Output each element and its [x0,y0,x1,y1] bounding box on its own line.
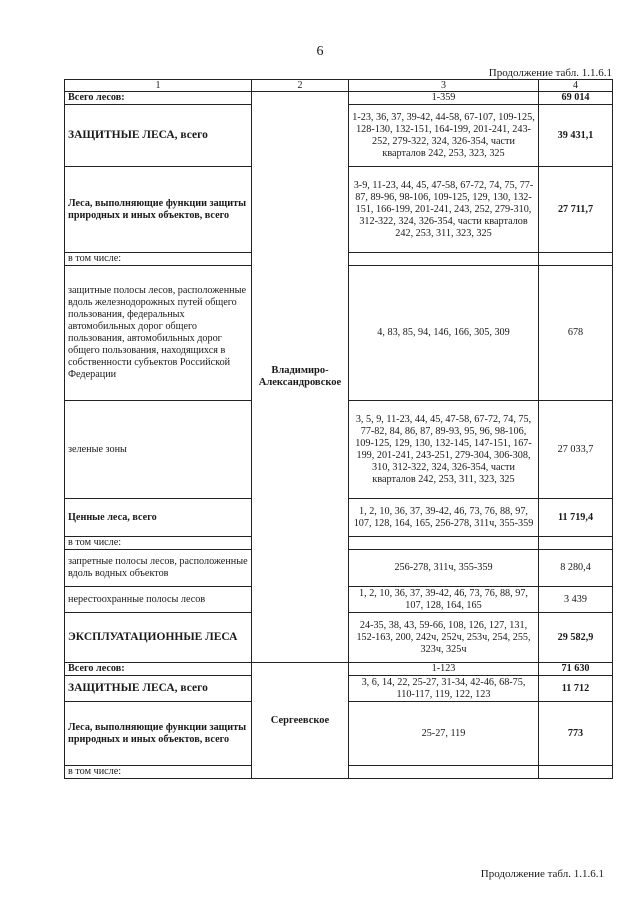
area-value: 27 033,7 [539,401,613,499]
area-value: 29 582,9 [539,613,613,663]
category-label: в том числе: [65,253,252,266]
category-label: ЭКСПЛУАТАЦИОННЫЕ ЛЕСА [65,613,252,663]
continuation-label-top: Продолжение табл. 1.1.6.1 [488,67,612,79]
area-value [539,253,613,266]
quarter-list: 1-23, 36, 37, 39-42, 44-58, 67-107, 109-125, 128-130, 132-151, 164-199, 201-241, 243-252, 279-322, 324, 326-354, части кварталов 242, 253, 323, 325 [349,105,539,167]
quarter-list: 1-123 [349,663,539,676]
category-label: Леса, выполняющие функции защиты природных и иных объектов, всего [65,167,252,253]
district-name: Сергеевское [252,663,349,779]
quarter-list: 1-359 [349,92,539,105]
category-label: Леса, выполняющие функции защиты природных и иных объектов, всего [65,702,252,766]
category-label: запретные полосы лесов, расположенные вдоль водных объектов [65,550,252,587]
quarter-list: 4, 83, 85, 94, 146, 166, 305, 309 [349,266,539,401]
area-value: 71 630 [539,663,613,676]
area-value: 773 [539,702,613,766]
category-label: Всего лесов: [65,663,252,676]
quarter-list: 3-9, 11-23, 44, 45, 47-58, 67-72, 74, 75, 77-87, 89-96, 98-106, 109-125, 129, 130, 132-151, 166-199, 201-241, 243, 252, 279-310, 312-322, 324, 326-354, части кварталов 242, 253, 311, 323, 325 [349,167,539,253]
category-label: зеленые зоны [65,401,252,499]
forest-category-table [64,79,613,779]
quarter-list: 1, 2, 10, 36, 37, 39-42, 46, 73, 76, 88, 97, 107, 128, 164, 165 [349,587,539,613]
column-number: 2 [252,80,349,92]
category-label: Всего лесов: [65,92,252,105]
quarter-list: 24-35, 38, 43, 59-66, 108, 126, 127, 131, 152-163, 200, 242ч, 252ч, 253ч, 254, 255, 323ч, 325ч [349,613,539,663]
quarter-list [349,766,539,779]
category-label: в том числе: [65,537,252,550]
category-label: Ценные леса, всего [65,499,252,537]
column-number: 3 [349,80,539,92]
quarter-list [349,537,539,550]
quarter-list [349,253,539,266]
category-label: ЗАЩИТНЫЕ ЛЕСА, всего [65,105,252,167]
column-number: 4 [539,80,613,92]
area-value: 8 280,4 [539,550,613,587]
category-label: ЗАЩИТНЫЕ ЛЕСА, всего [65,676,252,702]
continuation-label-bottom: Продолжение табл. 1.1.6.1 [480,868,604,880]
area-value: 39 431,1 [539,105,613,167]
table-row [65,663,613,676]
category-label: защитные полосы лесов, расположенные вдоль железнодорожных путей общего пользования, федеральных автомобильных дорог общего пользования, автомобильных дорог общего пользования, находящихся в собственности субъектов Российской Федерации [65,266,252,401]
quarter-list: 1, 2, 10, 36, 37, 39-42, 46, 73, 76, 88, 97, 107, 128, 164, 165, 256-278, 311ч, 355-359 [349,499,539,537]
area-value: 69 014 [539,92,613,105]
quarter-list: 3, 5, 9, 11-23, 44, 45, 47-58, 67-72, 74, 75, 77-82, 84, 86, 87, 89-93, 95, 96, 98-106, 109-125, 129, 130, 132-145, 147-151, 167-199, 201-241, 243-251, 279-304, 306-308, 310, 312-322, 324, 326-354, части кварталов 242, 253, 311, 323, 325 [349,401,539,499]
area-value: 27 711,7 [539,167,613,253]
table-row [65,92,613,105]
area-value: 678 [539,266,613,401]
area-value: 11 719,4 [539,499,613,537]
quarter-list: 3, 6, 14, 22, 25-27, 31-34, 42-46, 68-75, 110-117, 119, 122, 123 [349,676,539,702]
district-name: Владимиро-Александровское [252,92,349,663]
quarter-list: 256-278, 311ч, 355-359 [349,550,539,587]
area-value [539,537,613,550]
area-value: 11 712 [539,676,613,702]
column-number: 1 [65,80,252,92]
category-label: в том числе: [65,766,252,779]
page-number: 6 [316,44,324,59]
area-value [539,766,613,779]
quarter-list: 25-27, 119 [349,702,539,766]
area-value: 3 439 [539,587,613,613]
category-label: нерестоохранные полосы лесов [65,587,252,613]
column-number-row [65,80,613,92]
